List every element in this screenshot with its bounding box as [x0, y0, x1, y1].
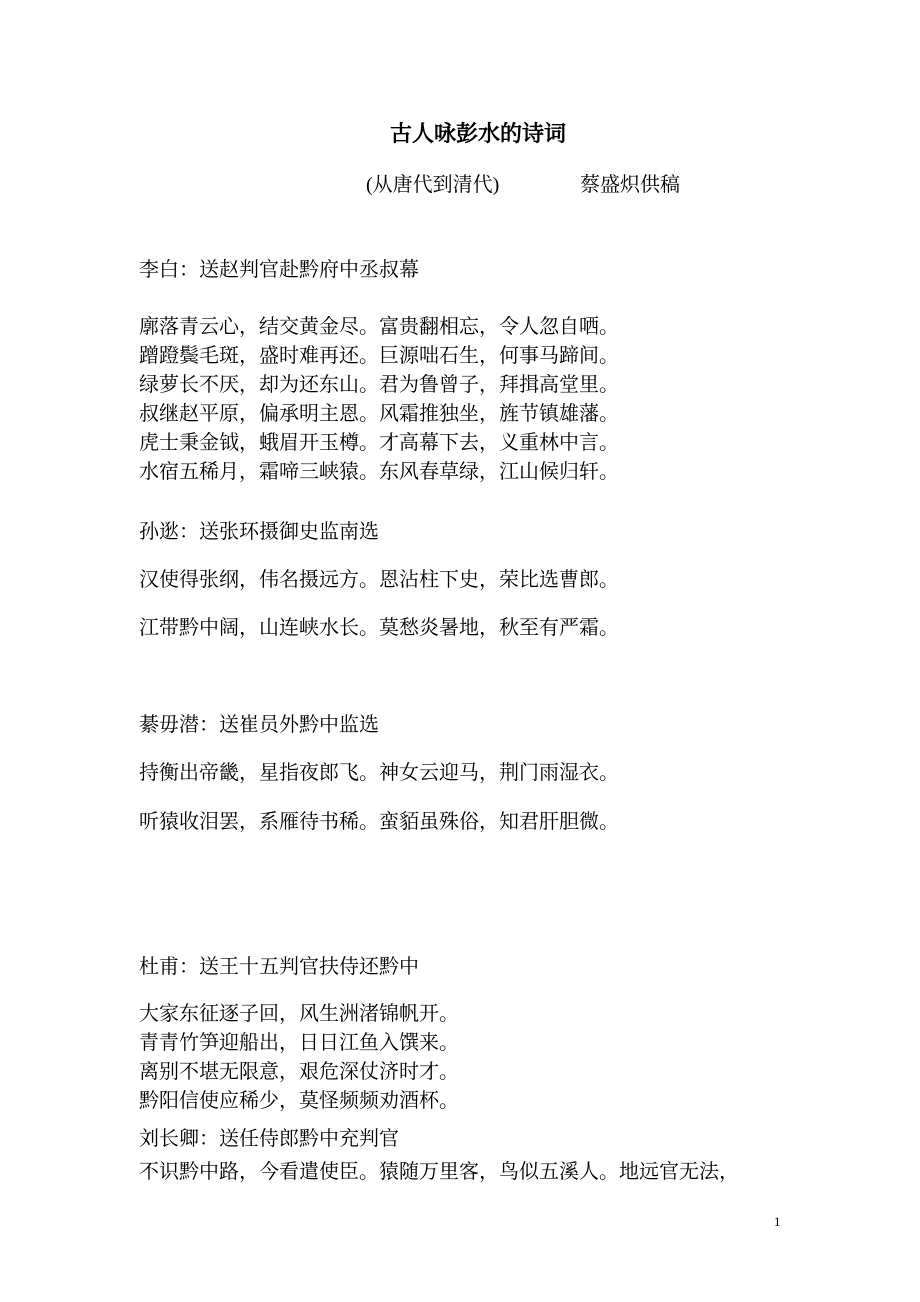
poem-line: 持衡出帝畿，星指夜郎飞。神女云迎马，荆门雨湿衣。: [139, 762, 619, 784]
poem-line: 汉使得张纲，伟名摄远方。恩沾柱下史，荣比选曹郎。: [139, 569, 619, 591]
poem-line: 大家东征逐子回，风生洲渚锦帆开。: [139, 1003, 459, 1025]
poem-heading: 刘长卿：送任侍郎黔中充判官: [139, 1128, 399, 1150]
poem-heading: 孙逖：送张环摄御史监南选: [139, 521, 379, 543]
poem-line: 蹭蹬鬓毛斑，盛时难再还。巨源咄石生，何事马蹄间。: [139, 345, 619, 367]
poem-line: 听猿收泪罢，系雁待书稀。蛮貊虽殊俗，知君肝胆微。: [139, 811, 619, 833]
poem-heading: 綦毋潜：送崔员外黔中监选: [139, 714, 379, 736]
page-title: 古人咏彭水的诗词: [389, 121, 566, 146]
poem-heading: 李白：送赵判官赴黔府中丞叔幕: [139, 259, 419, 281]
poem-line: 江带黔中阔，山连峡水长。莫愁炎暑地，秋至有严霜。: [139, 617, 619, 639]
page-number: 1: [774, 1214, 781, 1229]
poem-heading: 杜甫：送王十五判官扶侍还黔中: [139, 956, 419, 978]
subtitle-period: (从唐代到清代): [366, 174, 500, 196]
poem-line: 离别不堪无限意，艰危深仗济时才。: [139, 1061, 459, 1083]
poem-line: 叔继赵平原，偏承明主恩。风霜推独坐，旌节镇雄藩。: [139, 403, 619, 425]
poem-line: 不识黔中路，今看遣使臣。猿随万里客，鸟似五溪人。地远官无法，: [139, 1161, 739, 1183]
subtitle-contributor: 蔡盛炽供稿: [580, 174, 680, 196]
poem-line: 黔阳信使应稀少，莫怪频频劝酒杯。: [139, 1090, 459, 1112]
poem-line: 廓落青云心，结交黄金尽。富贵翻相忘，令人忽自哂。: [139, 316, 619, 338]
poem-line: 虎士秉金钺，蛾眉开玉樽。才高幕下去，义重林中言。: [139, 432, 619, 454]
poem-line: 水宿五稀月，霜啼三峡猿。东风春草绿，江山候归轩。: [139, 461, 619, 483]
poem-line: 绿萝长不厌，却为还东山。君为鲁曾子，拜揖高堂里。: [139, 374, 619, 396]
poem-line: 青青竹笋迎船出，日日江鱼入馔来。: [139, 1032, 459, 1054]
